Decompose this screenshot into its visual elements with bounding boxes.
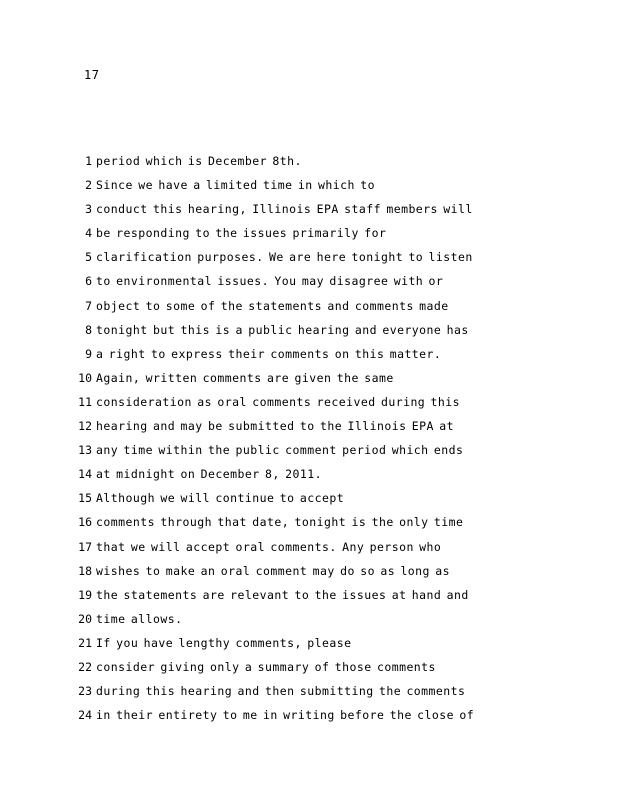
transcript-lines [70,152,590,730]
line-number: 22 [78,659,92,674]
line-text: object to some of the statements and comments made [96,298,449,313]
line-number: 16 [78,515,92,530]
line-number: 5 [85,250,92,265]
transcript-line [70,297,590,321]
transcript-line [70,658,590,682]
line-text: during this hearing and then submitting the comments [96,684,466,699]
line-text: hearing and may be submitted to the Illinois EPA at [96,419,455,434]
transcript-line [70,706,590,730]
transcript-line [70,562,590,586]
line-text: period which is December 8th. [96,154,302,168]
line-number: 11 [78,394,92,409]
line-number: 17 [78,539,92,554]
transcript-line [70,441,590,465]
transcript-line [70,489,590,513]
line-number: 14 [78,467,92,482]
transcript-line [70,272,590,296]
line-number: 1 [85,154,92,168]
line-number: 3 [85,202,92,217]
transcript-line [70,634,590,658]
line-text: comments through that date, tonight is the only time [96,515,464,530]
line-text: conduct this hearing, Illinois EPA staff members will [96,202,473,217]
transcript-line [70,393,590,417]
line-text: clarification purposes. We are here tonight to listen [96,250,473,265]
page-number: 17 [84,68,100,82]
transcript-line [70,321,590,345]
transcript-line [70,513,590,537]
transcript-line [70,176,590,200]
line-number: 13 [78,443,92,458]
line-number: 21 [78,635,92,650]
transcript-line [70,682,590,706]
line-text: Again, written comments are given the same [96,370,394,385]
line-number: 19 [78,587,92,602]
transcript-line [70,465,590,489]
line-number: 9 [85,346,92,361]
line-number: 15 [78,491,92,506]
line-text: consideration as oral comments received during this [96,394,461,409]
line-text: in their entirety to me in writing before the close of [96,708,475,723]
line-text: time allows. [96,611,183,626]
line-text: be responding to the issues primarily for [96,226,387,241]
line-text: tonight but this is a public hearing and everyone has [96,322,469,337]
transcript-line [70,248,590,272]
transcript-line [70,369,590,393]
line-number: 7 [85,298,92,313]
line-number: 4 [85,226,92,241]
line-number: 20 [78,611,92,626]
line-text: to environmental issues. You may disagree with or [96,274,444,289]
line-text: If you have lengthy comments, please [96,635,352,650]
line-number: 23 [78,684,92,699]
transcript-line [70,200,590,224]
line-number: 12 [78,419,92,434]
line-number: 6 [85,274,92,289]
transcript-line [70,586,590,610]
transcript-line [70,610,590,634]
line-text: consider giving only a summary of those comments [96,659,436,674]
line-text: Although we will continue to accept [96,491,345,506]
transcript-line [70,224,590,248]
transcript-line [70,538,590,562]
line-text: a right to express their comments on this matter. [96,346,442,361]
line-text: at midnight on December 8, 2011. [96,467,322,482]
line-text: any time within the public comment period which ends [96,443,464,458]
line-number: 10 [78,370,92,385]
line-number: 8 [85,322,92,337]
transcript-line [70,417,590,441]
line-text: Since we have a limited time in which to [96,178,375,193]
line-text: wishes to make an oral comment may do so as long as [96,563,451,578]
line-number: 2 [85,178,92,193]
line-text: that we will accept oral comments. Any person who [96,539,442,554]
transcript-line [70,152,590,176]
line-number: 24 [78,708,92,723]
line-text: the statements are relevant to the issues at hand and [96,587,469,602]
transcript-line [70,345,590,369]
line-number: 18 [78,563,92,578]
